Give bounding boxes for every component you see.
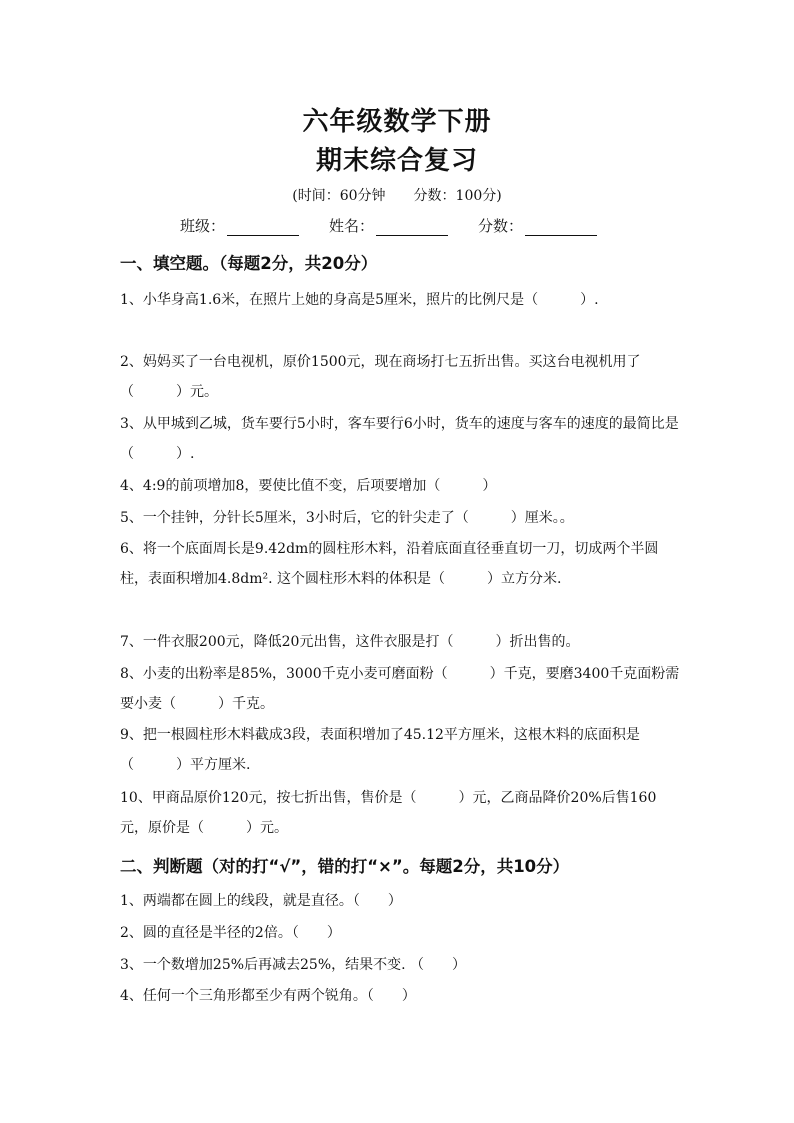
- question-4: 4、4:9的前项增加8，要使比值不变，后项要增加（ ）: [120, 478, 497, 494]
- name-blank[interactable]: [376, 217, 448, 236]
- class-blank[interactable]: [227, 217, 299, 236]
- name-field: [329, 215, 448, 236]
- question-8: 8、小麦的出粉率是85%，3000千克小麦可磨面粉（ ）千克，要磨3400千克面粉需要小麦（ ）千克。: [120, 666, 680, 712]
- question-2: 2、妈妈买了一台电视机，原价1500元，现在商场打七五折出售。买这台电视机用了（ ）元。: [120, 354, 641, 400]
- score-label: 分数：: [478, 217, 524, 235]
- question-7: 7、一件衣服200元，降低20元出售，这件衣服是打（ ）折出售的。: [120, 634, 580, 650]
- question-9: 9、把一根圆柱形木料截成3段，表面积增加了45.12平方厘米，这根木料的底面积是（ ）平方厘米.: [120, 727, 640, 773]
- title-line-2: 期末综合复习: [315, 146, 478, 176]
- question-3: 3、从甲城到乙城，货车要行5小时，客车要行6小时，货车的速度与客车的速度的最简比是（ ）.: [120, 416, 679, 462]
- question-10: 10、甲商品原价120元，按七折出售，售价是（ ）元，乙商品降价20%后售160元，原价是（ ）元。: [120, 790, 657, 836]
- section-fill-blank-heading: 一、填空题。（每题2分，共20分）: [120, 254, 378, 273]
- tf-question-3: 3、一个数增加25%后再减去25%，结果不变. （ ）: [120, 957, 467, 973]
- question-6: 6、将一个底面周长是9.42dm的圆柱形木料，沿着底面直径垂直切一刀，切成两个半圆柱，表面积增加4.8dm². 这个圆柱形木料的体积是（ ）立方分米.: [120, 541, 659, 587]
- tf-question-1: 1、两端都在圆上的线段，就是直径。（ ）: [120, 893, 402, 909]
- score-field: [478, 215, 597, 236]
- score-blank[interactable]: [525, 217, 597, 236]
- title-line-1: 六年级数学下册: [302, 107, 492, 137]
- class-field: [180, 215, 299, 236]
- question-5: 5、一个挂钟，分针长5厘米，3小时后，它的针尖走了（ ）厘米。。: [120, 510, 574, 526]
- exam-subtitle: (时间：60分钟 分数：100分): [292, 188, 502, 204]
- section-true-false-heading: 二、判断题（对的打“√”，错的打“×”。每题2分，共10分）: [120, 857, 570, 876]
- question-1: 1、小华身高1.6米，在照片上她的身高是5厘米，照片的比例尺是（ ）.: [120, 292, 599, 308]
- tf-question-4: 4、任何一个三角形都至少有两个锐角。（ ）: [120, 988, 416, 1004]
- name-label: 姓名：: [329, 217, 375, 235]
- tf-question-2: 2、圆的直径是半径的2倍。（ ）: [120, 925, 341, 941]
- class-label: 班级：: [180, 217, 226, 235]
- student-info-row: [180, 215, 640, 236]
